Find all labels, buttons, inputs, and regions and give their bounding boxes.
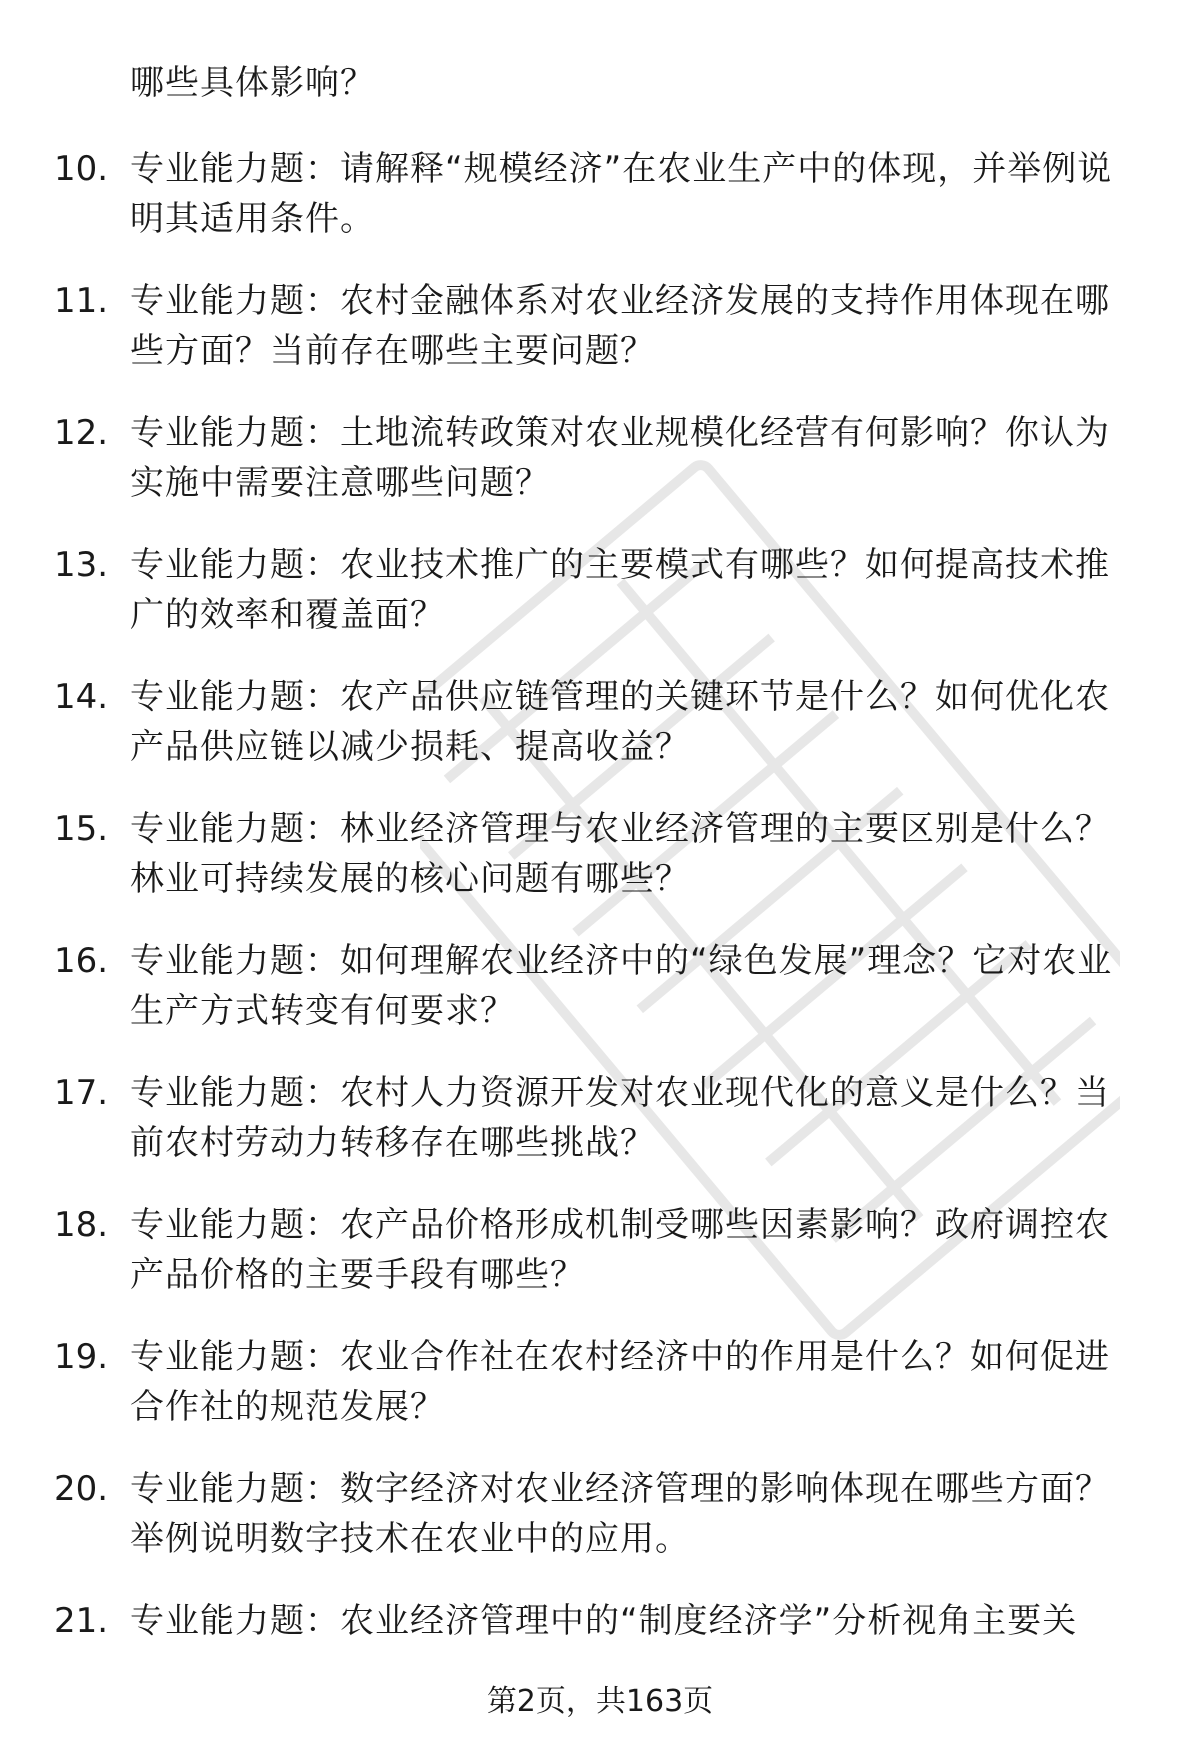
list-item [0, 276, 1200, 408]
continued-question-text: 哪些具体影响？ [130, 63, 375, 103]
list-item [0, 1464, 1200, 1596]
question-number: 19. [54, 1337, 109, 1377]
question-label: 专业能力题： [130, 545, 340, 585]
question-number: 16. [54, 941, 109, 981]
question-body: 农产品价格形成机制受哪些因素影响？政府调控农产品价格的主要手段有哪些？ [130, 1205, 1110, 1295]
question-number: 14. [54, 677, 109, 717]
list-item [0, 144, 1200, 276]
list-item [0, 408, 1200, 540]
question-label: 专业能力题： [130, 809, 340, 849]
list-item [0, 1068, 1200, 1200]
question-text [130, 540, 1140, 640]
question-label: 专业能力题： [130, 149, 340, 189]
question-number: 17. [54, 1073, 109, 1113]
question-number: 15. [54, 809, 109, 849]
list-item [0, 1200, 1200, 1332]
question-number: 10. [54, 149, 109, 189]
list-item [0, 540, 1200, 672]
question-text [130, 276, 1140, 376]
question-body: 农村人力资源开发对农业现代化的意义是什么？当前农村劳动力转移存在哪些挑战？ [130, 1073, 1110, 1163]
question-label: 专业能力题： [130, 677, 340, 717]
question-list [0, 144, 1200, 1728]
question-text [130, 804, 1140, 904]
question-label: 专业能力题： [130, 1469, 340, 1509]
question-body: 数字经济对农业经济管理的影响体现在哪些方面？举例说明数字技术在农业中的应用。 [130, 1469, 1110, 1559]
question-body: 农业合作社在农村经济中的作用是什么？如何促进合作社的规范发展？ [130, 1337, 1110, 1427]
question-body: 林业经济管理与农业经济管理的主要区别是什么？林业可持续发展的核心问题有哪些？ [130, 809, 1110, 899]
list-item [0, 804, 1200, 936]
question-text [130, 1596, 1140, 1646]
question-text [130, 1332, 1140, 1432]
question-label: 专业能力题： [130, 1337, 340, 1377]
question-text [130, 144, 1140, 244]
question-number: 13. [54, 545, 109, 585]
question-label: 专业能力题： [130, 1601, 340, 1641]
question-body: 农村金融体系对农业经济发展的支持作用体现在哪些方面？当前存在哪些主要问题？ [130, 281, 1110, 371]
question-text [130, 1200, 1140, 1300]
question-label: 专业能力题： [130, 413, 340, 453]
question-number: 18. [54, 1205, 109, 1245]
question-text [130, 1464, 1140, 1564]
question-text [130, 672, 1140, 772]
question-label: 专业能力题： [130, 1205, 340, 1245]
question-number: 20. [54, 1469, 109, 1509]
question-body: 农业经济管理中的“制度经济学”分析视角主要关 [340, 1601, 1078, 1641]
question-text [130, 408, 1140, 508]
question-number: 21. [54, 1601, 109, 1641]
question-text [130, 1068, 1140, 1168]
list-item [0, 1332, 1200, 1464]
page-footer: 第2页，共163页 [486, 1684, 714, 1719]
question-body: 如何理解农业经济中的“绿色发展”理念？它对农业生产方式转变有何要求？ [130, 941, 1113, 1031]
question-label: 专业能力题： [130, 941, 340, 981]
question-body: 农业技术推广的主要模式有哪些？如何提高技术推广的效率和覆盖面？ [130, 545, 1110, 635]
question-number: 11. [54, 281, 109, 321]
question-body: 农产品供应链管理的关键环节是什么？如何优化农产品供应链以减少损耗、提高收益？ [130, 677, 1110, 767]
question-label: 专业能力题： [130, 1073, 340, 1113]
list-item [0, 672, 1200, 804]
question-body: 请解释“规模经济”在农业生产中的体现，并举例说明其适用条件。 [130, 149, 1113, 239]
question-body: 土地流转政策对农业规模化经营有何影响？你认为实施中需要注意哪些问题？ [130, 413, 1110, 503]
question-text [130, 936, 1140, 1036]
question-label: 专业能力题： [130, 281, 340, 321]
question-number: 12. [54, 413, 109, 453]
list-item [0, 936, 1200, 1068]
